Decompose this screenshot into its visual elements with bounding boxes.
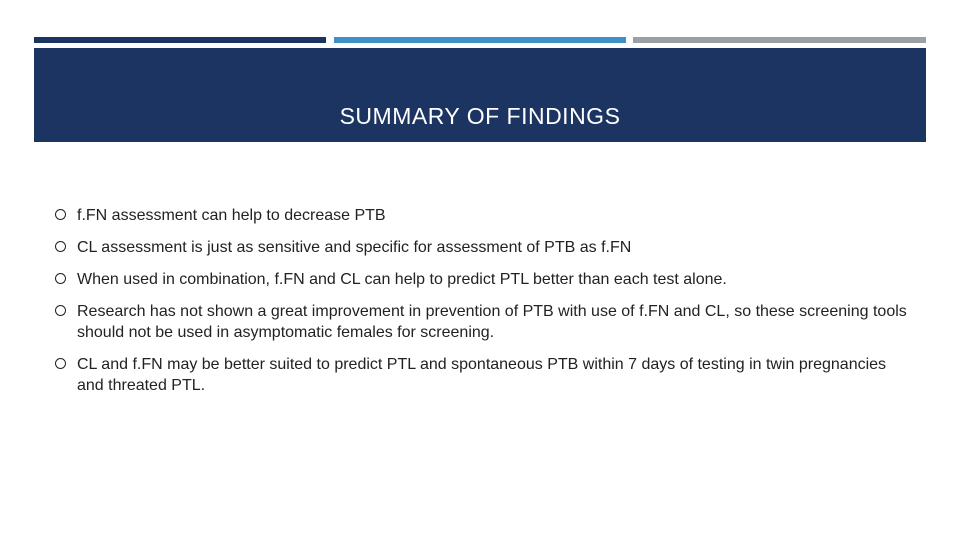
list-item-text: When used in combination, f.FN and CL can help to predict PTL better than each test alone.: [77, 271, 727, 288]
accent-bar-gray: [633, 37, 926, 43]
list-item-text: Research has not shown a great improvement in prevention of PTB with use of f.FN and CL, so these screening tools should not be used in asymptomatic females for screening.: [77, 303, 907, 341]
list-item: [55, 269, 915, 290]
list-item: [55, 237, 915, 258]
hollow-circle-icon: [55, 305, 66, 316]
list-item: [55, 205, 915, 226]
list-item-text: CL and f.FN may be better suited to predict PTL and spontaneous PTB within 7 days of testing in twin pregnancies and threated PTL.: [77, 356, 887, 394]
findings-list: [55, 205, 915, 407]
list-item: [55, 354, 915, 396]
list-item-text: CL assessment is just as sensitive and specific for assessment of PTB as f.FN: [77, 239, 632, 256]
hollow-circle-icon: [55, 273, 66, 284]
hollow-circle-icon: [55, 358, 66, 369]
list-item: [55, 301, 915, 343]
accent-bar-blue: [334, 37, 626, 43]
hollow-circle-icon: [55, 209, 66, 220]
hollow-circle-icon: [55, 241, 66, 252]
list-item-text: f.FN assessment can help to decrease PTB: [77, 207, 386, 224]
slide-title: SUMMARY OF FINDINGS: [339, 103, 621, 129]
accent-bar-navy: [34, 37, 326, 43]
